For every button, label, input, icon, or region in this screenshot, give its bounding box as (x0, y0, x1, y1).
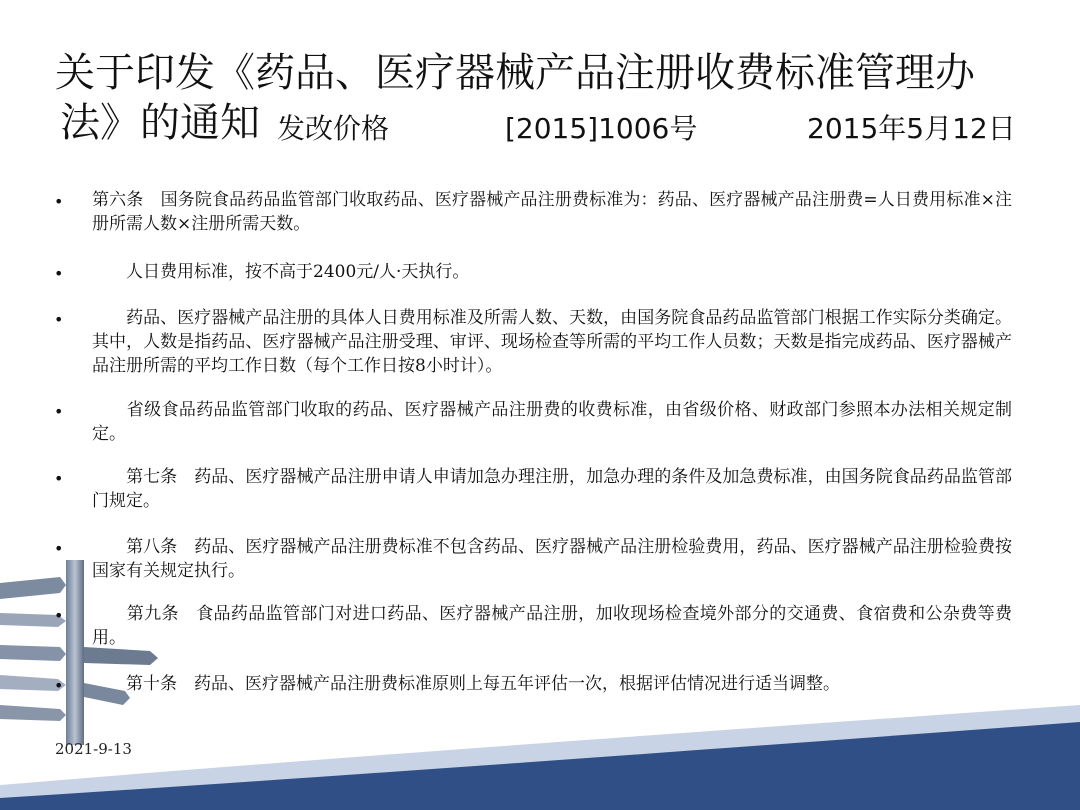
bullet-marker: • (54, 539, 64, 558)
bullet-marker: • (54, 264, 64, 283)
paragraph-provincial: 省级食品药品监管部门收取的药品、医疗器械产品注册费的收费标准，由省级价格、财政部门参照本办法相关规定制定。 (92, 400, 1012, 444)
bullet-marker: • (54, 310, 64, 329)
title-main-end: 法》的通知 (60, 100, 260, 146)
title-agency: 发改价格 (277, 112, 390, 145)
signpost-arrow (0, 645, 66, 661)
bullet-marker: • (54, 676, 64, 695)
footer-date: 2021-9-13 (55, 740, 132, 758)
paragraph-article-6: 第六条 国务院食品药品监管部门收取药品、医疗器械产品注册费标准为：药品、医疗器械产品注册费=人日费用标准×注册所需人数×注册所需天数。 (92, 190, 1012, 234)
paragraph-article-10: 第十条 药品、医疗器械产品注册费标准原则上每五年评估一次，根据评估情况进行适当调整。 (92, 674, 840, 694)
title-document-number: [2015]1006号 (505, 112, 698, 145)
bullet-marker: • (54, 402, 64, 421)
title-issue-date: 2015年5月12日 (807, 112, 1016, 145)
paragraph-article-7: 第七条 药品、医疗器械产品注册申请人申请加急办理注册，加急办理的条件及加急费标准，由国务院食品药品监管部门规定。 (92, 467, 1012, 511)
slide-title (55, 48, 1055, 150)
paragraph-article-9: 第九条 食品药品监管部门对进口药品、医疗器械产品注册，加收现场检查境外部分的交通费、食宿费和公杂费等费用。 (92, 604, 1012, 648)
bottom-wave-decoration (0, 690, 1080, 810)
paragraph-daily-fee: 人日费用标准，按不高于2400元/人·天执行。 (92, 262, 470, 282)
bullet-marker: • (54, 469, 64, 488)
paragraph-article-8: 第八条 药品、医疗器械产品注册费标准不包含药品、医疗器械产品注册检验费用，药品、医疗器械产品注册检验费按国家有关规定执行。 (92, 537, 1012, 581)
title-line-1: 关于印发《药品、医疗器械产品注册收费标准管理办 (55, 50, 975, 96)
title-line-2 (55, 98, 1055, 150)
paragraph-fee-details: 药品、医疗器械产品注册的具体人日费用标准及所需人数、天数，由国务院食品药品监管部门根据工作实际分类确定。其中，人数是指药品、医疗器械产品注册受理、审评、现场检查等所需的平均工作人员数；天数是指完成药品、医疗器械产品注册所需的平均工作日数（每个工作日按8小时计）。 (92, 308, 1012, 376)
wave-dark-band (0, 722, 1080, 810)
signpost-arrow (0, 577, 66, 599)
bullet-marker: • (54, 192, 64, 211)
bullet-marker: • (54, 606, 64, 625)
